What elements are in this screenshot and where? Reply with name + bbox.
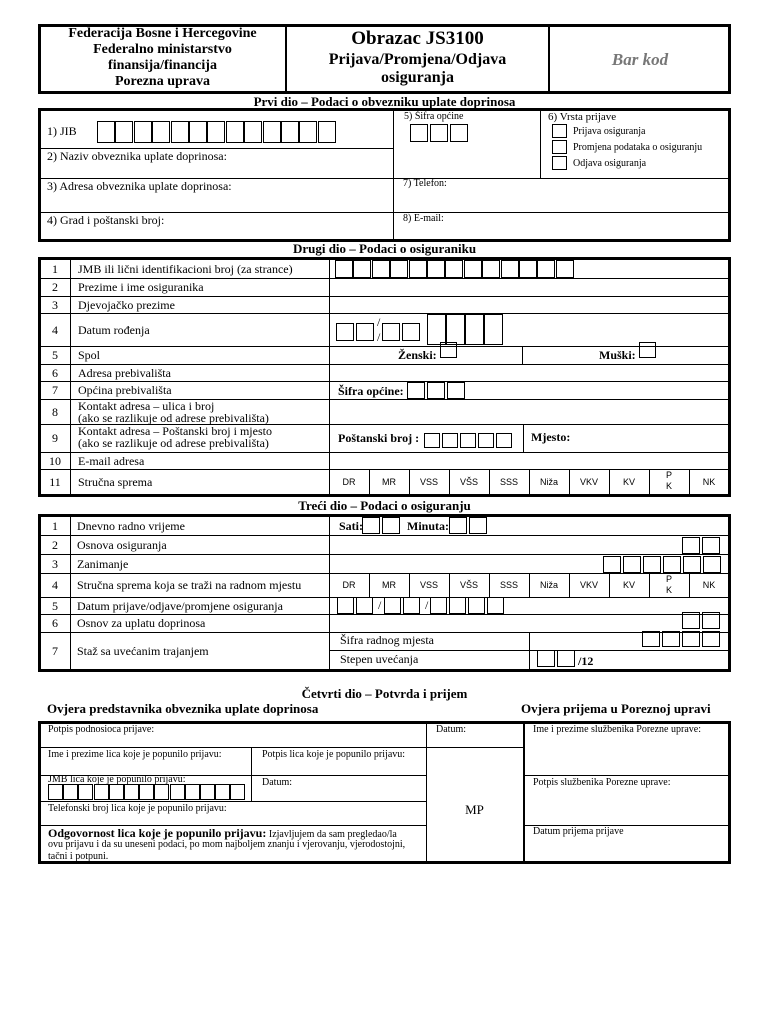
odjava-checkbox[interactable] (552, 156, 567, 170)
row-label: Općina prebivališta (78, 383, 172, 397)
row-number: 9 (52, 431, 58, 445)
row-number: 5 (52, 348, 58, 362)
sati-label: Sati: (339, 519, 363, 533)
jib-digit-box[interactable] (97, 121, 115, 143)
postanski-box-3[interactable] (460, 433, 476, 448)
jmb-digit-box[interactable] (335, 260, 353, 278)
row-number: 6 (52, 616, 58, 630)
promjena-checkbox[interactable] (552, 140, 567, 154)
odjava-option: Odjava osiguranja (573, 158, 647, 169)
part3-title: Treći dio – Podaci o osiguranju (298, 498, 471, 513)
jmb-digit-box[interactable] (556, 260, 574, 278)
jmb-lica-digit-box[interactable] (124, 784, 139, 800)
jib-digit-box[interactable] (134, 121, 152, 143)
jmb-digit-box[interactable] (427, 260, 445, 278)
jmb-lica-digit-box[interactable] (215, 784, 230, 800)
education-option[interactable]: KV (622, 579, 635, 590)
zanimanje-box-6[interactable] (703, 556, 721, 573)
education-option[interactable]: VKV (579, 579, 598, 590)
minuta-box-1[interactable] (449, 517, 467, 534)
jmb-digit-box[interactable] (409, 260, 427, 278)
stepen-box-2[interactable] (557, 650, 575, 667)
education-option[interactable]: MR (382, 476, 396, 487)
row-number: 7 (52, 644, 58, 658)
sifra-opcine-label: 5) Šifra općine (404, 111, 464, 122)
sifra-radnog-box-3[interactable] (682, 631, 700, 647)
zenski-label: Ženski: (398, 348, 437, 362)
row-number: 2 (52, 537, 58, 552)
osnova-box-2[interactable] (702, 537, 720, 554)
org-line-1: Federacija Bosne i Hercegovine (68, 26, 257, 41)
potpis-sluzbenika-label: Potpis službenika Porezne uprave: (533, 777, 671, 788)
row-label: Zanimanje (77, 556, 129, 571)
row-number: 4 (52, 578, 58, 592)
row-number: 3 (52, 297, 58, 312)
jmb-lica-digit-box[interactable] (63, 784, 78, 800)
sifra-opcine-box-3[interactable] (450, 124, 468, 142)
datum-prijave-y1[interactable] (430, 597, 447, 614)
sifra-opcine-box-1[interactable] (410, 124, 428, 142)
dob-month-1[interactable] (382, 323, 400, 341)
education-option[interactable]: VŠS (459, 476, 478, 487)
jmb-lica-digit-box[interactable] (230, 784, 245, 800)
zanimanje-box-1[interactable] (603, 556, 621, 573)
row-label: Spol (78, 348, 101, 362)
row-label: Stručna sprema koja se traži na radnom mjestu (77, 578, 302, 592)
jmb-lica-digit-box[interactable] (200, 784, 215, 800)
part4-title: Četvrti dio – Potvrda i prijem (301, 686, 468, 701)
osnov-uplate-box-1[interactable] (682, 612, 700, 629)
part1-title: Prvi dio – Podaci o obvezniku uplate doprinosa (253, 94, 516, 109)
jib-digit-box[interactable] (171, 121, 189, 143)
minuta-box-2[interactable] (469, 517, 487, 534)
jib-digit-box[interactable] (263, 121, 281, 143)
dob-sep-1b: / (377, 330, 381, 344)
row-number: 8 (52, 404, 58, 419)
education-option[interactable]: MR (382, 579, 396, 590)
org-line-3: finansija/financija (108, 58, 217, 73)
row-number: 7 (52, 383, 58, 397)
minuta-label: Minuta: (407, 519, 449, 533)
dob-year-4[interactable] (484, 314, 503, 345)
vrsta-label: 6) Vrsta prijave (548, 111, 617, 123)
postanski-box-2[interactable] (442, 433, 458, 448)
education-option[interactable]: VŠS (459, 579, 478, 590)
jib-digit-box[interactable] (318, 121, 336, 143)
jib-digit-box[interactable] (226, 121, 244, 143)
jmb-lica-digit-box[interactable] (94, 784, 109, 800)
row-label-2: (ako se razlikuje od adrese prebivališta) (78, 436, 269, 450)
education-option[interactable]: K (665, 481, 672, 491)
education-option[interactable]: NK (702, 579, 716, 590)
sifra-radnog-box-1[interactable] (642, 631, 660, 647)
mp-stamp-label: MP (465, 802, 484, 817)
dob-year-3[interactable] (465, 314, 484, 345)
row-label: Dnevno radno vrijeme (77, 518, 185, 533)
jmb-lica-label: JMB lica koje je popunilo prijavu: (48, 774, 186, 785)
education-option[interactable]: DR (342, 476, 356, 487)
zanimanje-box-2[interactable] (623, 556, 641, 573)
left-heading: Ovjera predstavnika obveznika uplate doprinosa (47, 701, 319, 716)
zanimanje-box-3[interactable] (643, 556, 661, 573)
datum-prijave-y4[interactable] (487, 597, 504, 614)
org-line-2: Federalno ministarstvo (93, 42, 232, 57)
row-number: 4 (52, 322, 58, 337)
p2-sifra-opcine-label: Šifra općine: (338, 384, 404, 398)
postanski-box-1[interactable] (424, 433, 440, 448)
muski-label: Muški: (599, 348, 636, 362)
row-label: Datum rođenja (78, 322, 150, 337)
row-number: 5 (52, 598, 58, 613)
row-label: E-mail adresa (78, 453, 145, 468)
sifra-opcine-box-2[interactable] (430, 124, 448, 142)
row-number: 10 (49, 453, 61, 468)
row-number: 11 (49, 475, 61, 489)
datum-prijave-d1[interactable] (337, 597, 354, 614)
grad-label: 4) Grad i poštanski broj: (47, 213, 165, 227)
row-number: 2 (52, 280, 58, 294)
datum-prijave-d2[interactable] (356, 597, 373, 614)
jmb-digit-box[interactable] (390, 260, 408, 278)
education-option[interactable]: P (665, 574, 672, 584)
row-label: Osnov za uplatu doprinosa (77, 616, 206, 630)
jmb-digit-box[interactable] (372, 260, 390, 278)
jmb-digit-box[interactable] (482, 260, 500, 278)
email-label: 8) E-mail: (403, 213, 444, 224)
muski-checkbox[interactable] (639, 342, 656, 358)
sati-box-1[interactable] (362, 517, 380, 534)
row-label: Osnova osiguranja (77, 537, 167, 552)
datum-prijema-label: Datum prijema prijave (533, 826, 624, 837)
part2-title: Drugi dio – Podaci o osiguraniku (292, 241, 477, 256)
education-option[interactable]: P (665, 470, 672, 480)
form-subtitle-1: Prijava/Promjena/Odjava (328, 51, 507, 68)
ime-sluzbenika-label: Ime i prezime službenika Porezne uprave: (533, 724, 701, 735)
datum-prijave-sep-1: / (378, 598, 382, 612)
zanimanje-box-4[interactable] (663, 556, 681, 573)
jib-digit-box[interactable] (189, 121, 207, 143)
jmb-digit-box[interactable] (519, 260, 537, 278)
jmb-lica-digit-box[interactable] (185, 784, 200, 800)
row-label: Kontakt adresa – ulica i broj (78, 399, 215, 413)
row-label: Prezime i ime osiguranika (78, 280, 204, 294)
jmb-digit-box[interactable] (464, 260, 482, 278)
right-heading: Ovjera prijema u Poreznoj upravi (521, 701, 711, 716)
jib-digit-box[interactable] (244, 121, 262, 143)
jib-digit-box[interactable] (299, 121, 317, 143)
stepen-box-1[interactable] (537, 650, 555, 667)
potpis-podnosioca-label: Potpis podnosioca prijave: (48, 724, 155, 735)
postanski-box-4[interactable] (478, 433, 494, 448)
prijava-checkbox[interactable] (552, 124, 567, 138)
mjesto-label: Mjesto: (531, 430, 571, 444)
per12-label: /12 (578, 654, 594, 668)
row-label: Djevojačko prezime (78, 297, 175, 312)
jib-digit-box[interactable] (207, 121, 225, 143)
dob-day-1[interactable] (336, 323, 354, 341)
education-option[interactable]: Niža (539, 579, 558, 590)
sifra-radnog-box-2[interactable] (662, 631, 680, 647)
sifra-radnog-label: Šifra radnog mjesta (340, 633, 434, 647)
jmb-digit-box[interactable] (501, 260, 519, 278)
jmb-lica-digit-box[interactable] (139, 784, 154, 800)
dob-month-2[interactable] (402, 323, 420, 341)
osnov-uplate-box-2[interactable] (702, 612, 720, 629)
datum2-label: Datum: (262, 777, 292, 788)
row-label-2: (ako se razlikuje od adrese prebivališta) (78, 411, 269, 425)
jmb-lica-digit-box[interactable] (154, 784, 169, 800)
form-title: Obrazac JS3100 (351, 28, 484, 49)
education-option[interactable]: SSS (499, 476, 518, 487)
education-option[interactable]: VKV (579, 476, 598, 487)
prijava-option: Prijava osiguranja (573, 126, 646, 137)
row-number: 1 (52, 518, 58, 533)
odgovornost-line-2: ovu prijavu i da su uneseni podaci, po mom najboljem znanju i vjerovanju, vjerodostojni, (48, 839, 406, 850)
org-line-4: Porezna uprava (114, 74, 210, 89)
row-number: 6 (52, 365, 58, 380)
p2-sifra-box-2[interactable] (427, 382, 445, 399)
postanski-box-5[interactable] (496, 433, 512, 448)
row-label: Adresa prebivališta (78, 365, 171, 380)
row-label: JMB ili lični identifikacioni broj (za strance) (78, 261, 293, 276)
row-label: Kontakt adresa – Poštanski broj i mjesto (78, 424, 272, 438)
jmb-lica-digit-box[interactable] (109, 784, 124, 800)
promjena-option: Promjena podataka o osiguranju (573, 142, 703, 153)
adresa-label: 3) Adresa obveznika uplate doprinosa: (47, 179, 232, 193)
sati-box-2[interactable] (382, 517, 400, 534)
education-option[interactable]: NK (702, 476, 716, 487)
row-number: 3 (52, 556, 58, 571)
datum-prijave-sep-2: / (425, 598, 429, 612)
jmb-lica-digit-box[interactable] (170, 784, 185, 800)
education-option[interactable]: KV (622, 476, 635, 487)
row-label: Stručna sprema (78, 475, 153, 489)
dob-day-2[interactable] (356, 323, 374, 341)
education-option[interactable]: VSS (419, 579, 438, 590)
datum-prijave-m1[interactable] (384, 597, 401, 614)
jib-label: 1) JIB (47, 124, 77, 138)
datum-prijave-y3[interactable] (468, 597, 485, 614)
sifra-radnog-box-4[interactable] (702, 631, 720, 647)
jib-digit-box[interactable] (152, 121, 170, 143)
education-option[interactable]: K (665, 585, 672, 595)
p2-sifra-box-3[interactable] (447, 382, 465, 399)
education-option[interactable]: VSS (419, 476, 438, 487)
stepen-label: Stepen uvećanja (340, 652, 419, 666)
zanimanje-box-5[interactable] (683, 556, 701, 573)
odgovornost-line-3: tačni i potpuni. (48, 851, 109, 862)
telefon-label: 7) Telefon: (403, 178, 447, 189)
dob-sep-1: / (377, 315, 381, 329)
potpis-lica-label: Potpis lica koje je popunilo prijavu: (262, 749, 406, 760)
naziv-label: 2) Naziv obveznika uplate doprinosa: (47, 149, 227, 163)
dob-year-2[interactable] (446, 314, 465, 345)
row-label: Datum prijave/odjave/promjene osiguranja (77, 598, 283, 613)
zenski-checkbox[interactable] (440, 342, 457, 358)
barcode-label: Bar kod (611, 50, 669, 69)
postanski-label: Poštanski broj : (338, 431, 420, 445)
jmb-digit-box[interactable] (353, 260, 371, 278)
row-number: 1 (52, 261, 58, 276)
datum-label: Datum: (436, 724, 466, 735)
form-subtitle-2: osiguranja (381, 69, 454, 86)
row-label: Staž sa uvećanim trajanjem (77, 644, 209, 658)
odgovornost-bold: Odgovornost lica koje je popunilo prijavu: (48, 826, 267, 840)
jib-digit-box[interactable] (281, 121, 299, 143)
jmb-lica-digit-box[interactable] (78, 784, 93, 800)
ime-lica-label: Ime i prezime lica koje je popunilo prijavu: (48, 749, 222, 760)
jmb-digit-box[interactable] (537, 260, 555, 278)
education-option[interactable]: DR (342, 579, 356, 590)
jmb-digit-box[interactable] (445, 260, 463, 278)
datum-prijave-y2[interactable] (449, 597, 466, 614)
jib-digit-box[interactable] (115, 121, 133, 143)
datum-prijave-m2[interactable] (403, 597, 420, 614)
education-option[interactable]: Niža (539, 476, 558, 487)
dob-year-1[interactable] (427, 314, 446, 345)
odgovornost-text-1: Izjavljujem da sam pregledao/la (266, 829, 397, 840)
jmb-lica-digit-box[interactable] (48, 784, 63, 800)
education-option[interactable]: SSS (499, 579, 518, 590)
osnova-box-1[interactable] (682, 537, 700, 554)
p2-sifra-box-1[interactable] (407, 382, 425, 399)
telefon-lica-label: Telefonski broj lica koje je popunilo prijavu: (48, 803, 227, 814)
